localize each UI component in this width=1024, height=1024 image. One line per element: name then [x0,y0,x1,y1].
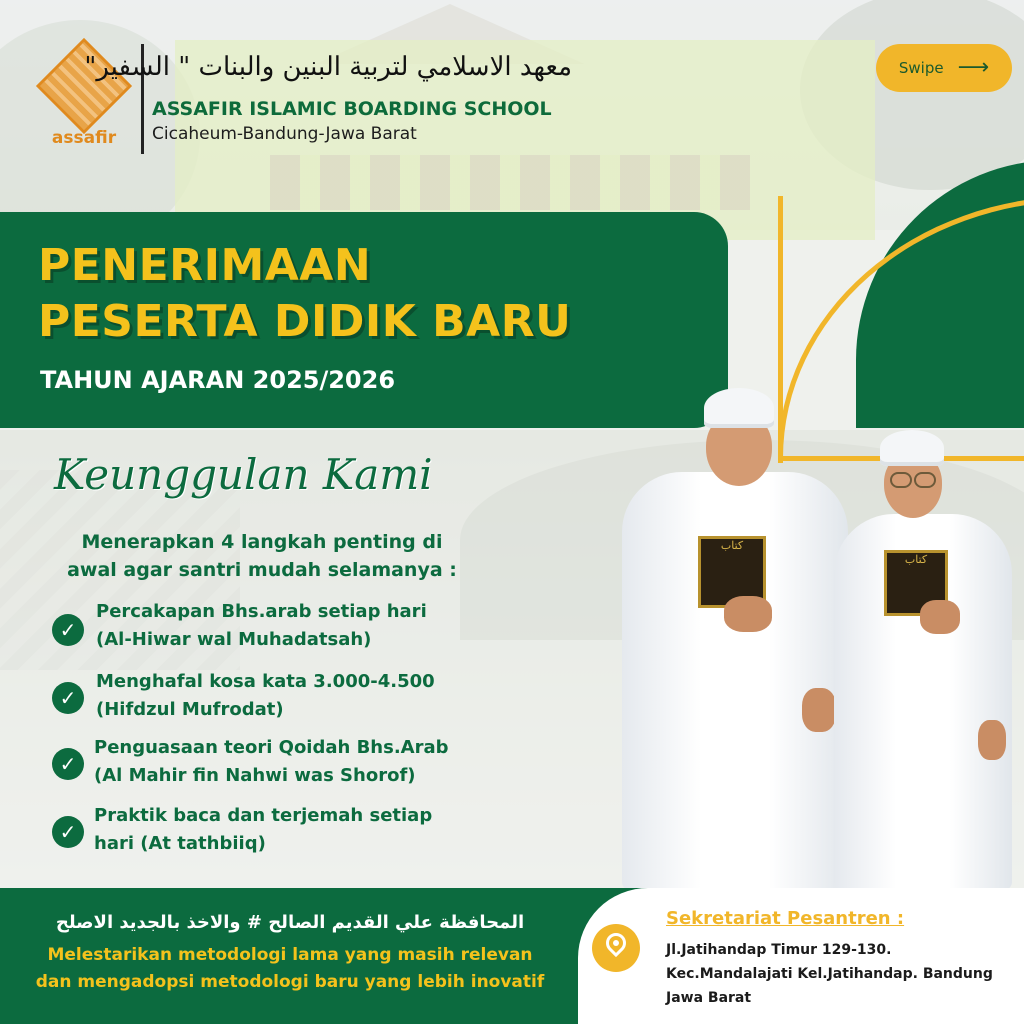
kufi-cap-icon [704,388,774,428]
feature-item [52,598,492,658]
check-icon: ✓ [52,748,84,780]
swipe-label: Swipe [898,59,944,77]
feature-text-line-1: Penguasaan teori Qoidah Bhs.Arab [94,737,449,758]
book-icon: كتاب [884,550,948,616]
feature-text-line-1: Menghafal kosa kata 3.000-4.500 [96,671,435,692]
feature-text-line-2: (Al Mahir fin Nahwi was Shorof) [94,765,416,786]
arrow-right-icon: ⟶ [957,55,990,80]
book-icon: كتاب [698,536,766,608]
swipe-button[interactable] [876,44,1012,92]
feature-item [52,734,492,794]
academic-year: TAHUN AJARAN 2025/2026 [40,366,396,394]
school-name: ASSAFIR ISLAMIC BOARDING SCHOOL [152,98,552,120]
features-intro-line-1: Menerapkan 4 langkah penting di [81,531,443,553]
motto-arabic: المحافظة علي القديم الصالح # والاخذ بالجديد الاصلح [55,912,525,933]
feature-text-line-1: Praktik baca dan terjemah setiap [94,805,433,826]
check-icon: ✓ [52,682,84,714]
motto-line-2: dan mengadopsi metodologi baru yang lebih inovatif [35,972,545,992]
check-icon: ✓ [52,614,84,646]
school-location: Cicaheum-Bandung-Jawa Barat [152,124,417,144]
decorative-yellow-line-vertical [778,196,783,461]
title-line-1: PENERIMAAN [38,240,372,291]
check-icon: ✓ [52,816,84,848]
map-pin-icon [592,924,640,972]
feature-text-line-2: hari (At tathbiiq) [94,833,266,854]
address-line-2: Kec.Mandalajati Kel.Jatihandap. Bandung [666,966,993,982]
feature-item [52,802,492,862]
feature-text-line-2: (Al-Hiwar wal Muhadatsah) [96,629,372,650]
arabic-school-name: معهد الاسلامي لتربية البنين والبنات " السفير" [84,52,572,82]
secretariat-title: Sekretariat Pesantren : [666,908,905,929]
address-line-3: Jawa Barat [666,990,752,1006]
features-intro-line-2: awal agar santri mudah selamanya : [67,559,457,581]
feature-item [52,668,492,728]
feature-text-line-2: (Hifdzul Mufrodat) [96,699,284,720]
logo-text: assafir [51,128,117,148]
kufi-cap-icon [880,430,944,466]
motto-line-1: Melestarikan metodologi lama yang masih relevan [47,945,533,965]
address-line-1: Jl.Jatihandap Timur 129-130. [666,942,892,958]
title-line-2: PESERTA DIDIK BARU [38,296,572,347]
features-intro [52,528,472,584]
feature-text-line-1: Percakapan Bhs.arab setiap hari [96,601,427,622]
features-heading: Keunggulan Kami [54,450,433,499]
